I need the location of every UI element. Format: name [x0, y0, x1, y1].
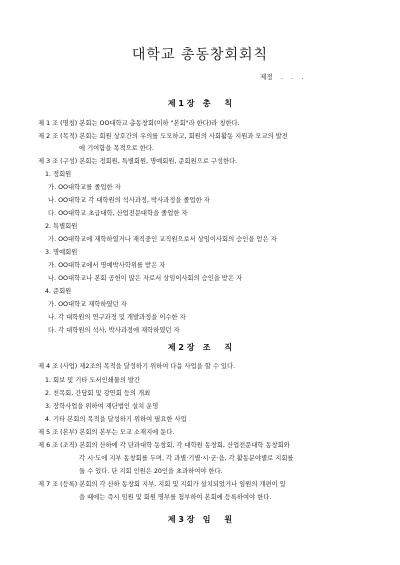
list-item: 1. 회보 및 기타 도서인쇄물의 발간	[45, 377, 141, 384]
article-5: 제 5 조 (본부) 본회의 본부는 모교 소재지에 둔다.	[38, 429, 175, 436]
article-7-continued: 을 때에는 즉시 임원 및 회원 명부를 첨부하여 본회에 등록하여야 한다.	[79, 494, 272, 501]
list-item: 다. OO대학교 초급대학, 산업전문대학을 졸업한 자	[48, 210, 188, 217]
list-item: 나. 각 대학원의 연구과정 및 개발과정을 이수한 자	[48, 314, 186, 321]
article-2: 제 2 조 (목적) 본회는 회원 상호간의 우의를 도모하고, 회원의 사회활동 지원과 모교의 발전	[38, 133, 288, 140]
list-item: 3. 장학사업을 위하여 재단법인 설치 운영	[45, 403, 159, 410]
list-item: 가. OO대학교를 졸업한 자	[48, 184, 121, 191]
list-item: 다. 각 대학원의 석사, 박사과정에 재학하였던 자	[48, 327, 180, 334]
chapter-3-heading: 제 3 장 임 원	[167, 515, 233, 524]
list-item: 3. 명예회원	[45, 249, 78, 256]
list-item: 가. OO대학교 재학하였던 자	[48, 301, 127, 308]
article-7: 제 7 조 (등록) 본회의 각 산하 동창회 지부, 지회 및 지회가 설치되었거나 임원의 개편이 있	[38, 481, 286, 488]
list-item: 4. 기타 본회의 목적을 달성하기 위하여 필요한 사업	[45, 416, 187, 423]
article-1: 제 1 조 (명칭) 본회는 OO대학교 총동창회(이하 "본회"라 한다)라 칭한다.	[38, 120, 240, 127]
article-6-continued: 각 시·도에 지부 동창회를 두며, 각 과별·기별·시·군·읍, 각 활동분야별로 지회를	[79, 455, 294, 462]
list-item: 2. 친목회, 간담회 및 강연회 등의 개최	[45, 390, 151, 397]
article-3: 제 3 조 (구성) 본회는 정회원, 특별회원, 명예회원, 준회원으로 구성한다.	[38, 158, 238, 165]
list-item: 1. 정회원	[45, 171, 72, 178]
list-item: 가. OO대학교에서 명예박사학위를 받은 자	[48, 262, 166, 269]
list-item: 나. OO대학교 각 대학원의 석사과정, 박사과정을 졸업한 자	[48, 197, 210, 204]
list-item: 나. OO대학교나 본회 공헌이 많은 자로서 상임이사회의 승인을 받은 자	[48, 275, 243, 282]
article-6-continued: 둘 수 있다. 단 지회 인원은 20인을 초과하여야 한다.	[79, 468, 223, 475]
article-4: 제 4 조 (사업) 제2조의 목적을 달성하기 위하여 다음 사업을 할 수 있다.	[38, 363, 236, 370]
chapter-1-heading: 제 1 장 총 칙	[167, 99, 233, 108]
list-item: 4. 준회원	[45, 288, 72, 295]
list-item: 가. OO대학교에 재학하였거나 재직중인 교직원으로서 상임이사회의 승인을 얻은 자	[48, 236, 277, 243]
page-title: 대학교 총동창회회칙	[131, 47, 269, 63]
article-6: 제 6 조 (조직) 본회의 산하에 각 단과대학 동창회, 각 대학원 동창회, 산업전문대학 동창회와	[38, 442, 290, 449]
list-item: 2. 특별회원	[45, 223, 78, 230]
chapter-2-heading: 제 2 장 조 직	[167, 343, 233, 352]
enactment-date: 제정 . . .	[260, 73, 304, 81]
article-2-continued: 에 기여함을 목적으로 한다.	[79, 145, 154, 152]
